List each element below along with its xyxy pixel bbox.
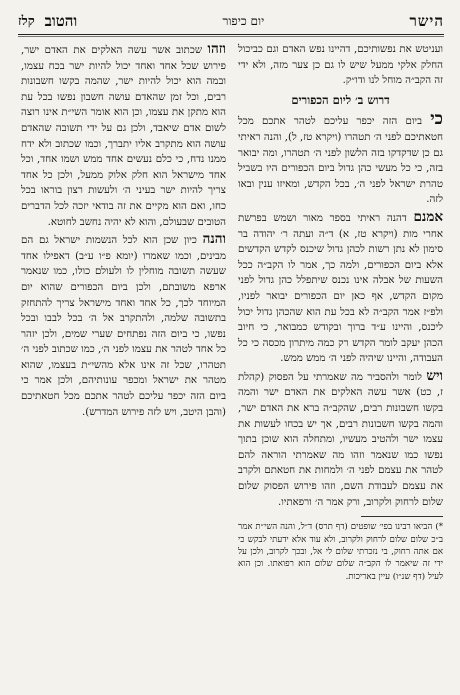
paragraph-body: דהנה ראיתי בספר מאור ושמש בפרשת אחרי מות (ויקרא טז, א) ד״ה ועתה ר׳ יהודה בר סימון לא נתן רשות לכהן גדול שיכנס לקדש הקדשים אלא ביום הכפורים, ולמה כך, אמר לו הקב״ה ככל השעות של אבלה אינו נכנס שיתפלל כהן גדול לפני מקום הקדש, אף כאן יום הכפורים יבואר לפניו, ולפ״ז אמר הקב״ה לא בכל עת הוא שהכהן גדול יכול ליכנס, והיינו ע״ד ברוך ובקודש כמבואר, כי חיוב הכהן יעקב לומר הקדש רק כמה מיתרון מכסה כי כל העבודה, והיינו שיהיה לפני ה׳ ממש ממש. [238,212,443,365]
header-rule [18,34,444,35]
footnote: *) הביאו רבינו בפי׳ שופטים (דף תרס) ד״ל, והנה השי״ת אמר ב״כ שלום שלום לרחוק ולקרוב, ולא עוד אלא ידעתי לבקש כי אם אתה רחוק, בי נזכרתי שלום לי אל, ובכך לקרוב, ולכן על ידי זה שיאמר לו הקב״ה שלום שלום הוא רפואתו. וכן הוא לעיל (דף שנ״ו) עיין באריכות. [238,522,443,582]
paragraph-body: ביום הזה יכפר עליכם לטהר אתכם מכל חטאתיכם לפני ה׳ תטהרו (ויקרא טז, ל), והנה ראיתי גם כן שדקדקו בזה הלשון לפני ה׳ תטהרו, ומה יבואר בזה, כי כל מעשי כהן גדול ביום הכפורים היו בשביל טהרת ישראל לפני ה׳, בכל הקדש, ומאיזו ענין ובאו לזה. [238,116,443,206]
footnote-divider [361,516,443,517]
header-rule-secondary [18,36,444,37]
header-title-left: והטוב [44,11,78,30]
paragraph-lead-word: והנה [202,231,226,248]
paragraph-lead-word: ויש [426,367,443,384]
paragraph-lead-word: אמנם [413,208,443,225]
paragraph-body: כיון שכן הוא לכל הנשמות ישראל גם הם מבינים, וכמו שאמרו (יומא פ״ו ע״ב) דאפילו אחד שעשה תשובה מוחלין לו ולעולם כולו, כמו שנאמר ארפא משובתם, ולכן ביום הכפורים שהוא יום המיוחד לכך, כל אחד ואחד מישראל צריך להתחזק בתשובה שלמה, ולהתקרב אל ה׳ בכל לבבו ובכל נפשו, כי ביום הזה נפתחים שערי שמים, ולכן יזהר כל אחד לטהר את עצמו לפני ה׳, כמו שכתוב לפני ה׳ תטהרו, שכל זה אינו אלא מהשי״ת בעצמו, שהוא מטהר את ישראל ומכפר עונותיהם, ולכן אמר כי ביום הזה יכפר עליכם לטהר אתכם מכל חטאתיכם (והבן היטב, ויש לזה פירוש המדרש). [21,235,226,418]
running-header [18,10,444,32]
right-column [238,42,443,585]
right-paragraph-1 [238,109,443,208]
right-paragraph-3 [238,369,443,510]
paragraph-lead-word: וזהו [207,41,226,57]
header-left-group [18,12,77,31]
paragraph-body: לומר ולהסביר מה שאמרתי על הפסוק (קהלת ז, כט) אשר עשה האלקים את האדם ישר והמה בקשו חשבונות רבים, שהקב״ה ברא את האדם ישר, והמה בקשו חשבונות רבים, אך יש בכחו לעשות את עצמו ישר ולהטיב מעשיו, ומתחלה הוא שוכן בתוך נפשו כמו שנאמר וזהו מה שאמרתי הוראה להם לטהר את עצמם לפני ה׳ ולמחות את חטאתם ולקרב את עצמם לעבודת השם, וזהו פירוש הפסוק שלום שלום לרחוק ולקרוב, ורק אמר ה׳ ורפאתיו. [238,371,443,508]
paragraph-lead-word: כי [430,109,443,130]
left-paragraph-1 [21,42,226,230]
right-top-paragraph: ועניטש את נפשותיכם, דהיינו נפש האדם וגם כביכול החלק אלקי ממעל שיש לו גם כן צער מזה, ולא ידי זה הקב״ה מוחל לנו ודו״ק. [238,44,443,87]
header-title-right: הישר [409,11,444,30]
header-section-title: יום כיפור [222,13,265,28]
section-title: דרוש ב׳ ליום הכפורים [291,92,390,107]
left-column [21,42,226,422]
left-paragraph-2 [21,232,226,420]
page-number: קלז [18,14,35,29]
right-paragraph-2 [238,210,443,367]
paragraph-body: שכתוב אשר עשה האלקים את האדם ישר, פירוש שכל אחד ואחד יכול להיות ישר בכח עצמו, ובמה הוא יכול להיות ישר, שהמה בקשו חשבונות רבים, וכל זמן שהאדם עושה חשבון נפשו בכל עת הוא מתקן את עצמו, וכן הוא אומר השי״ת אינו רוצה לשום אדם שיאבד, ולכן גם על ידי תשובה שהאדם עושה הוא מתקרב אליו יתברך, וכמו שכתוב ולא ידח ממנו נדח, כי כלם נעשים אחד ממש ושמו אחד, וכל אחד מישראל הוא חלק אלוק ממעל, ולכן כל אחד צריך להיות ישר בעיני ה׳ ולעשות רצון בוראו בכל כחו, ואם הוא מקיים את זה בודאי יזכה לכל הדברים הטובים שבעולם, והוא לא יהיה נחשב לחוטא. [21,45,226,228]
